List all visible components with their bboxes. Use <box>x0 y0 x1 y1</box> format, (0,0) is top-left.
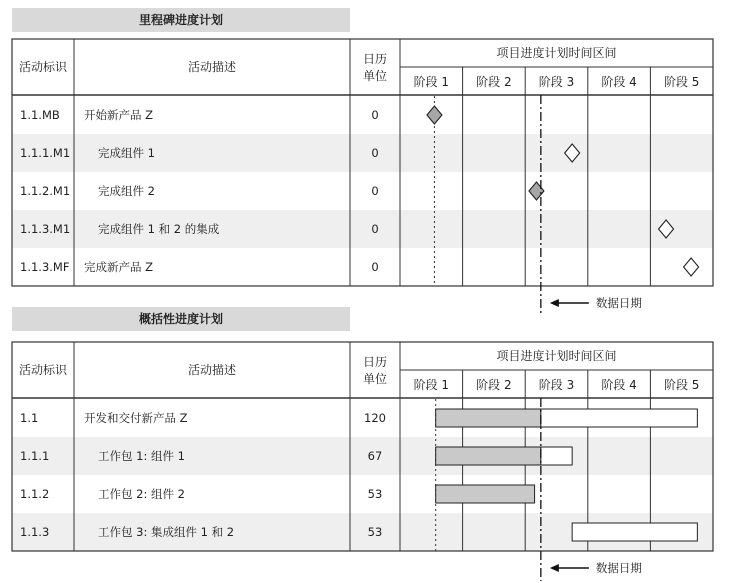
arrow-head-icon <box>550 564 559 572</box>
header-timeframe: 项目进度计划时间区间 <box>496 349 617 363</box>
header-calendar-units: 日历 <box>362 355 388 369</box>
header-activity-desc: 活动描述 <box>187 60 237 74</box>
remaining-bar <box>541 447 572 465</box>
phase-label: 阶段 3 <box>538 378 575 392</box>
activity-desc: 完成组件 1 <box>98 146 155 160</box>
activity-id: 1.1.3 <box>20 525 50 539</box>
activity-id: 1.1 <box>20 411 39 425</box>
calendar-units: 0 <box>371 260 379 274</box>
activity-id: 1.1.1.M1 <box>20 146 71 160</box>
activity-desc: 工作包 3: 集成组件 1 和 2 <box>98 525 235 539</box>
completed-bar <box>436 485 535 503</box>
header-calendar-units: 日历 <box>362 52 388 66</box>
activity-desc: 完成组件 2 <box>98 184 155 198</box>
calendar-units: 0 <box>371 222 379 236</box>
milestone-diamond <box>684 258 699 276</box>
data-date-label: 数据日期 <box>595 561 642 575</box>
activity-desc: 开始新产品 Z <box>84 108 154 122</box>
phase-label: 阶段 5 <box>663 75 700 89</box>
remaining-bar <box>572 523 697 541</box>
activity-id: 1.1.3.MF <box>20 260 70 274</box>
activity-desc: 工作包 2: 组件 2 <box>98 487 185 501</box>
activity-id: 1.1.1 <box>20 449 50 463</box>
activity-desc: 工作包 1: 组件 1 <box>98 449 185 463</box>
calendar-units: 67 <box>367 449 383 463</box>
remaining-bar <box>541 409 698 427</box>
phase-label: 阶段 2 <box>476 378 512 392</box>
arrow-head-icon <box>550 299 559 307</box>
phase-label: 阶段 1 <box>413 378 450 392</box>
calendar-units: 0 <box>371 108 379 122</box>
phase-label: 阶段 3 <box>538 75 575 89</box>
summary-schedule-title: 概括性进度计划 <box>12 307 350 331</box>
header-calendar-units: 单位 <box>362 69 388 83</box>
activity-id: 1.1.2.M1 <box>20 184 71 198</box>
milestone-diamond <box>529 182 544 200</box>
phase-label: 阶段 4 <box>601 378 637 392</box>
milestone-schedule-title: 里程碑进度计划 <box>12 8 350 32</box>
header-activity-id: 活动标识 <box>18 60 68 74</box>
header-activity-id: 活动标识 <box>18 363 68 377</box>
completed-bar <box>436 447 541 465</box>
calendar-units: 0 <box>371 184 379 198</box>
completed-bar <box>436 409 541 427</box>
calendar-units: 0 <box>371 146 379 160</box>
phase-label: 阶段 4 <box>601 75 637 89</box>
calendar-units: 53 <box>367 525 383 539</box>
phase-label: 阶段 1 <box>413 75 450 89</box>
phase-label: 阶段 2 <box>476 75 512 89</box>
header-calendar-units: 单位 <box>362 372 388 386</box>
activity-desc: 完成新产品 Z <box>84 260 154 274</box>
header-activity-desc: 活动描述 <box>187 363 237 377</box>
calendar-units: 120 <box>364 411 386 425</box>
data-date-label: 数据日期 <box>595 296 642 310</box>
phase-label: 阶段 5 <box>663 378 700 392</box>
calendar-units: 53 <box>367 487 383 501</box>
header-timeframe: 项目进度计划时间区间 <box>496 46 617 60</box>
milestone-diamond <box>427 106 442 124</box>
activity-desc: 开发和交付新产品 Z <box>84 411 188 425</box>
activity-id: 1.1.3.M1 <box>20 222 71 236</box>
activity-id: 1.1.MB <box>20 108 60 122</box>
activity-desc: 完成组件 1 和 2 的集成 <box>98 222 220 236</box>
activity-id: 1.1.2 <box>20 487 50 501</box>
